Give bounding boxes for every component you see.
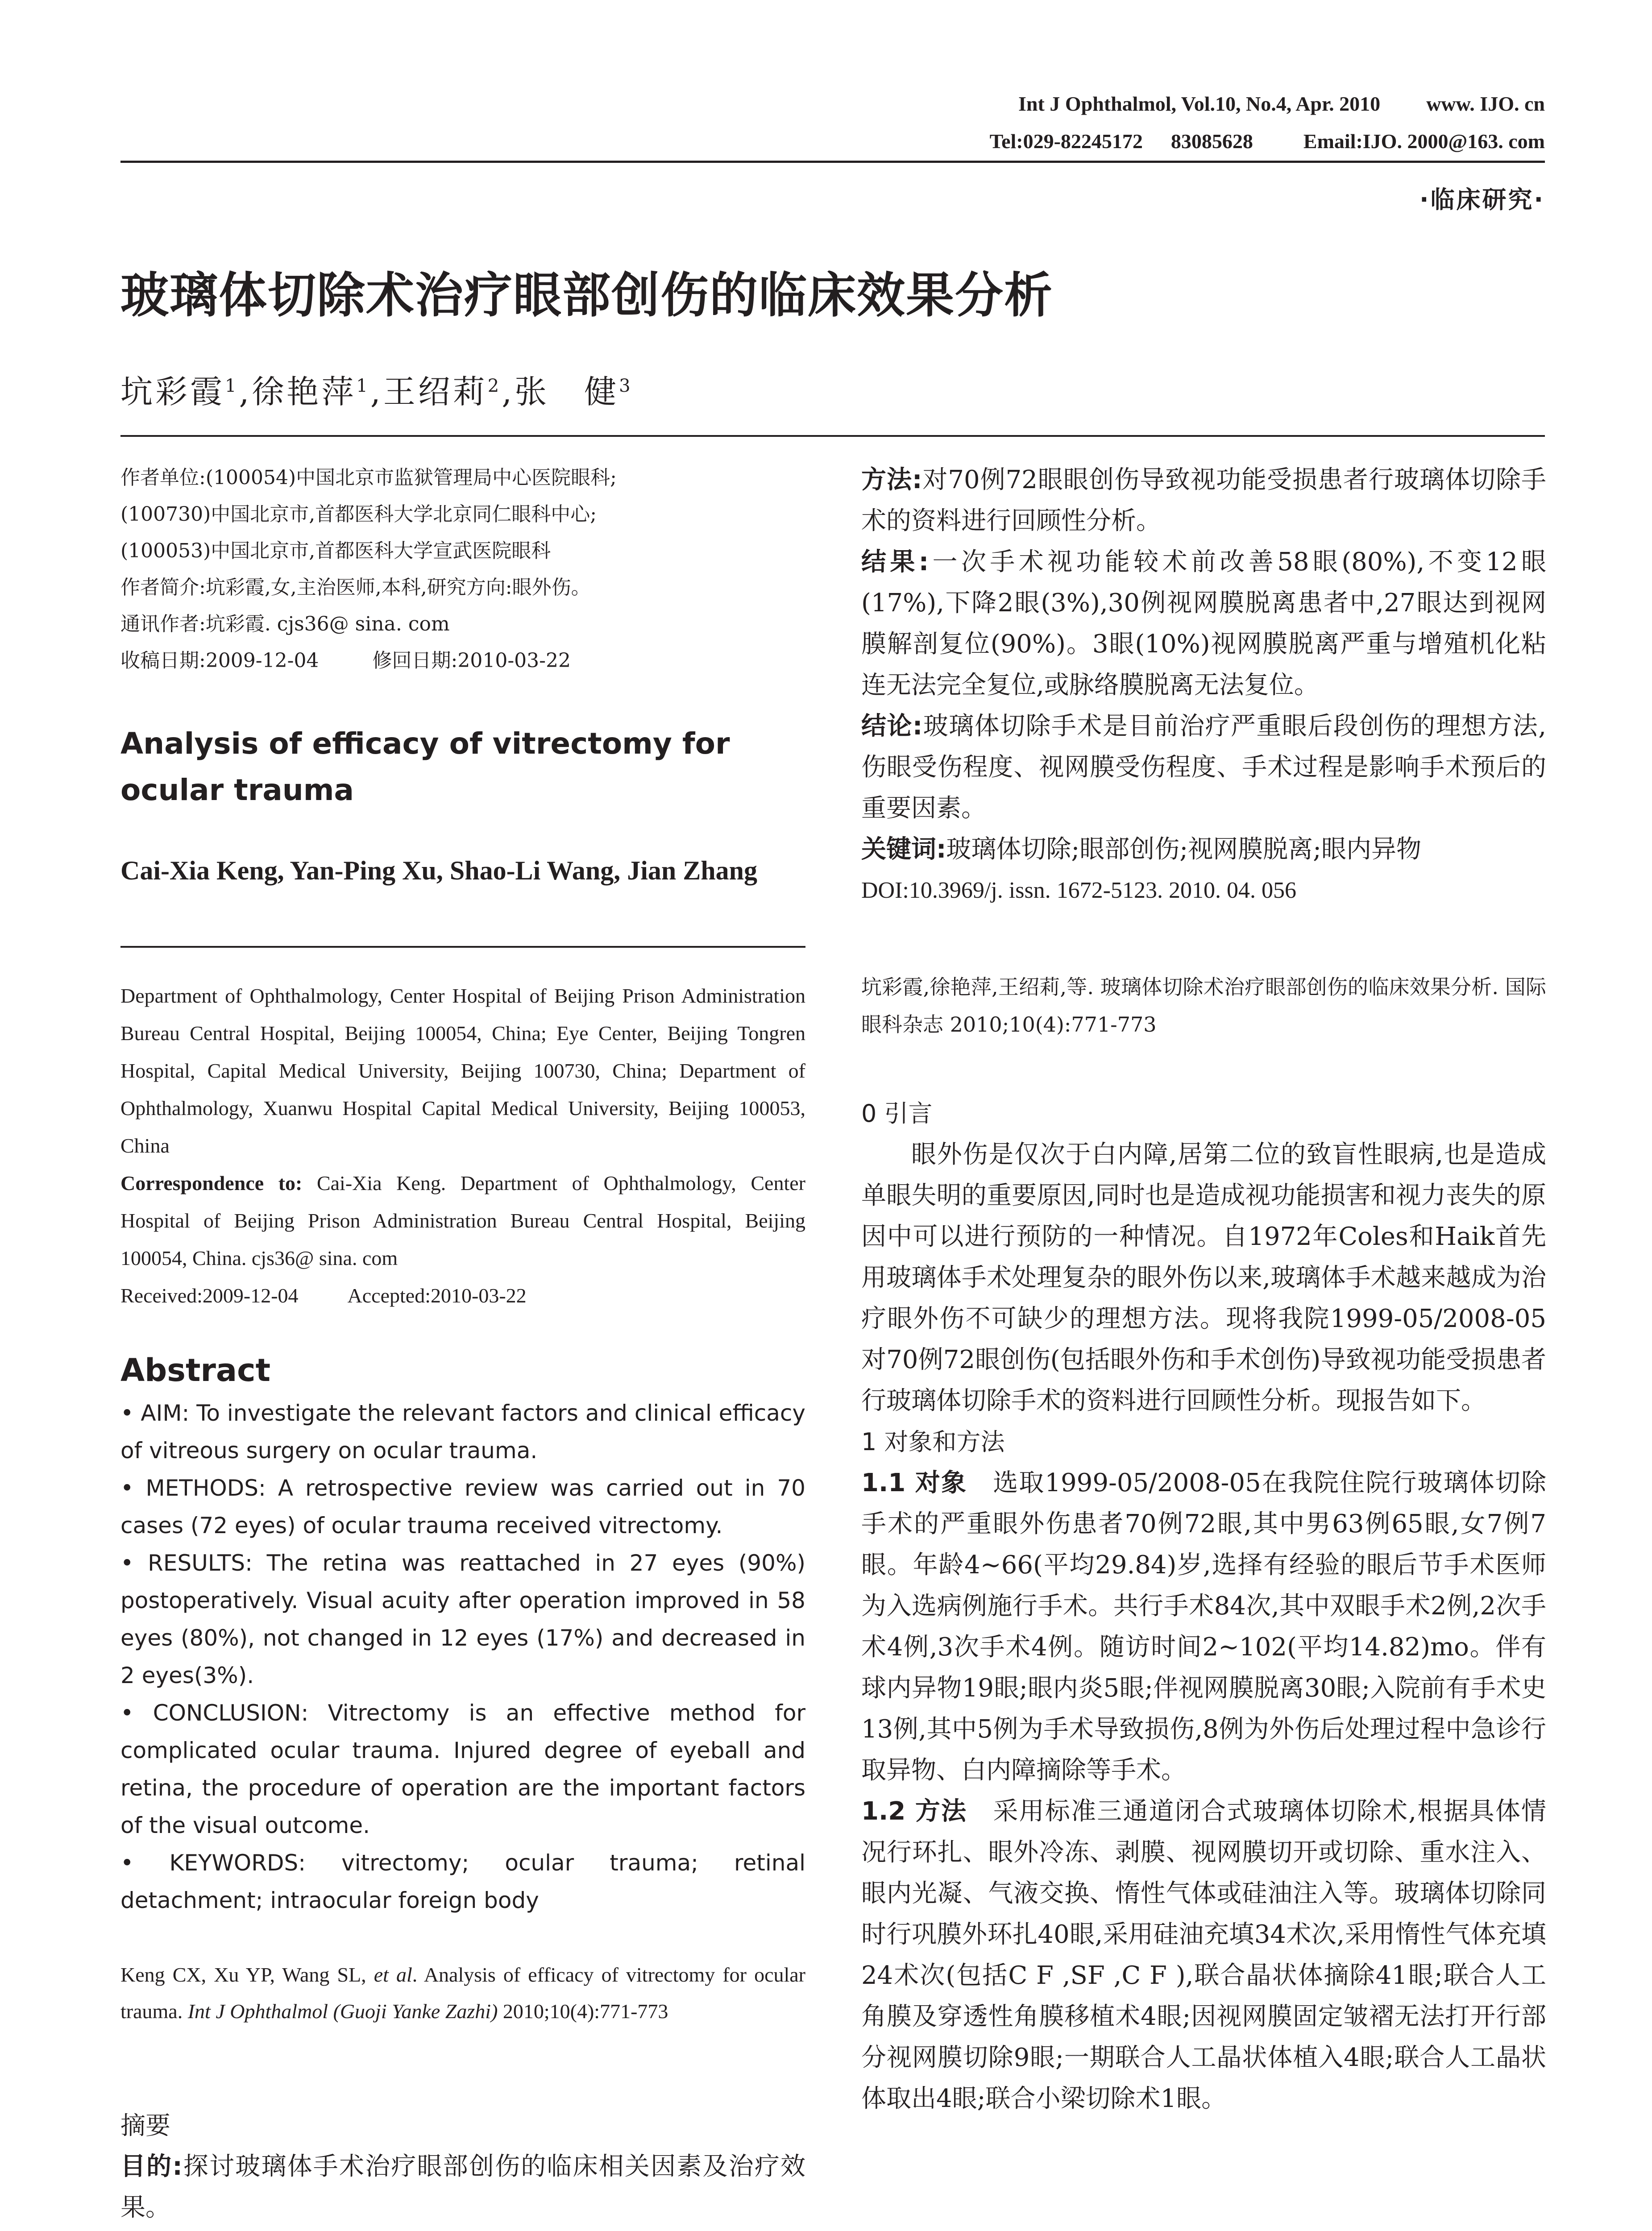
conclusion-label: 结论:	[861, 712, 923, 741]
abstract-conclusion: • CONCLUSION: Vitrectomy is an effective method for complicated ocular trauma. Injured degree of eyeball and retina, the procedure of operation are the important factors of the visual outcome.	[120, 1700, 805, 1838]
intro-heading: 0 引言	[861, 1099, 933, 1128]
journal-tel2: 83085628	[1171, 130, 1253, 153]
journal-tel: Tel:029-82245172	[989, 130, 1143, 153]
methods-text: 对70例72眼眼创伤导致视功能受损患者行玻璃体切除手术的资料进行回顾性分析。	[861, 465, 1546, 535]
citation-cn-text: 坑彩霞,徐艳萍,王绍莉,等. 玻璃体切除术治疗眼部创伤的临床效果分析. 国际眼科杂志 2010;10(4):771-773	[861, 975, 1546, 1037]
author-cn-1: 坑彩霞	[120, 373, 225, 411]
article-body	[861, 1093, 1546, 2119]
accepted-date-en: Accepted:2010-03-22	[347, 1284, 527, 1307]
abstract-aim: • AIM: To investigate the relevant factors and clinical efficacy of vitreous surgery on ocular trauma.	[120, 1400, 805, 1464]
citation-en-volume: 2010;10(4):771-773	[498, 2000, 668, 2023]
conclusion-text: 玻璃体切除手术是目前治疗严重眼后段创伤的理想方法,伤眼受伤程度、视网膜受伤程度、手术过程是影响手术预后的重要因素。	[861, 712, 1546, 823]
header-rule	[120, 161, 1545, 163]
author-cn-3: 王绍莉	[383, 373, 488, 411]
received-date-en: Received:2009-12-04	[120, 1284, 299, 1307]
citation-en-title: . Analysis of efficacy of vitrectomy for ocular trauma.	[120, 1963, 806, 2023]
author-cn-2: 徐艳萍	[252, 373, 357, 411]
journal-citation: Int J Ophthalmol, Vol.10, No.4, Apr. 2010	[1018, 92, 1381, 115]
author-cn-2-sup: 1	[356, 376, 370, 396]
journal-website: www. IJO. cn	[1426, 92, 1545, 115]
revised-date-cn: 修回日期:2010-03-22	[372, 649, 571, 672]
abstract-cn	[861, 460, 1546, 911]
received-date-cn: 收稿日期:2009-12-04	[120, 649, 319, 672]
author-cn-4-sup: 3	[619, 376, 633, 396]
abstract-cn-heading: 摘要	[120, 2111, 170, 2140]
keywords-text: 玻璃体切除;眼部创伤;视网膜脱离;眼内异物	[946, 835, 1422, 864]
author-cn-1-sup: 1	[225, 376, 239, 396]
method-text: 采用标准三通道闭合式玻璃体切除术,根据具体情况行环扎、眼外冷冻、剥膜、视网膜切开或切除、重水注入、眼内光凝、气液交换、惰性气体或硅油注入等。玻璃体切除同时行巩膜外环扎40眼,采用硅油充填34术次,采用惰性气体充填24术次(包括C F ,SF ,C F ),联合晶状体摘除41眼;联合人工角膜及穿透性角膜移植术4眼;因视网膜固定皱褶无法打开行部分视网膜切除9眼;一期联合人工晶状体植入4眼;联合人工晶状体取出4眼;联合小梁切除术1眼。	[861, 1797, 1547, 2113]
article-title-en: Analysis of efficacy of vitrectomy for ocular trauma	[120, 726, 730, 807]
subjects-text: 选取1999-05/2008-05在我院住院行玻璃体切除手术的严重眼外伤患者70例72眼,其中男63例65眼,女7例7眼。年龄4~66(平均29.84)岁,选择有经验的眼后节手术医师为入选病例施行手术。共行手术84次,其中双眼手术2例,2次手术4例,3次手术4例。随访时间2~102(平均14.82)mo。伴有球内异物19眼;眼内炎5眼;伴视网膜脱离30眼;入院前有手术史13例,其中5例为手术导致损伤,8例为外伤后处理过程中急诊行取异物、白内障摘除等手术。	[861, 1468, 1546, 1785]
abstract-keywords: • KEYWORDS: vitrectomy; ocular trauma; retinal detachment; intraocular foreign body	[120, 1850, 805, 1913]
author-cn-4: 张 健	[515, 373, 619, 411]
objective-text: 探讨玻璃体手术治疗眼部创伤的临床相关因素及治疗效果。	[120, 2152, 805, 2222]
abstract-en	[120, 1394, 805, 1919]
correspondence-label: Correspondence to:	[120, 1172, 303, 1194]
author-units-2: (100730)中国北京市,首都医科大学北京同仁眼科中心;	[120, 503, 597, 526]
authors-cn: 坑彩霞$^1$,徐艳萍$^1$,王绍莉$^2$,张 健$^3$	[120, 373, 633, 411]
journal-email: Email:IJO. 2000@163. com	[1303, 130, 1545, 153]
abstract-results: • RESULTS: The retina was reattached in 27 eyes (90%) postoperatively. Visual acuity after operation improved in 58 eyes (80%), not changed in 12 eyes (17%) and decreased in 2 eyes(3%).	[120, 1550, 805, 1688]
subjects-label: 1.1 对象	[861, 1468, 967, 1497]
author-units-3: (100053)中国北京市,首都医科大学宣武医院眼科	[120, 539, 551, 562]
journal-header-line2	[990, 129, 1545, 153]
affiliation-rule	[120, 946, 805, 948]
affiliations-en	[120, 977, 805, 1315]
dates-cn	[120, 643, 805, 679]
citation-en	[120, 1957, 805, 2030]
authors-en: Cai-Xia Keng, Yan-Ping Xu, Shao-Li Wang, Jian Zhang	[120, 856, 758, 885]
method-label: 1.2 方法	[861, 1797, 967, 1826]
abstract-cn-objective	[120, 2146, 805, 2228]
dates-en	[120, 1277, 805, 1315]
abstract-methods: • METHODS: A retrospective review was carried out in 70 cases (72 eyes) of ocular trauma received vitrectomy.	[120, 1475, 805, 1538]
citation-en-authors: Keng CX, Xu YP, Wang SL,	[120, 1963, 374, 1986]
section-label: ·临床研究·	[1419, 186, 1545, 214]
results-label: 结果:	[861, 547, 929, 576]
abstract-heading: Abstract	[120, 1352, 271, 1389]
correspondence-en	[120, 1165, 805, 1277]
methods-heading: 1 对象和方法	[861, 1428, 1005, 1456]
author-units-1: 作者单位:(100054)中国北京市监狱管理局中心医院眼科;	[120, 466, 617, 489]
title-rule	[120, 435, 1545, 437]
doi: DOI:10.3969/j. issn. 1672-5123. 2010. 04. 056	[861, 878, 1296, 903]
results-text: 一次手术视功能较术前改善58眼(80%),不变12眼(17%),下降2眼(3%),30例视网膜脱离患者中,27眼达到视网膜解剖复位(90%)。3眼(10%)视网膜脱离严重与增殖机化粘连无法完全复位,或脉络膜脱离无法复位。	[861, 547, 1546, 700]
author-bio: 作者简介:坑彩霞,女,主治医师,本科,研究方向:眼外伤。	[120, 576, 591, 599]
affiliations-text: Department of Ophthalmology, Center Hospital of Beijing Prison Administration Bureau Central Hospital, Beijing 100054, China; Eye Center, Beijing Tongren Hospital, Capital Medical University, Beijing 100730, China; Department of Ophthalmology, Xuanwu Hospital Capital Medical University, Beijing 100053, China	[120, 984, 805, 1157]
article-title-cn: 玻璃体切除术治疗眼部创伤的临床效果分析	[120, 268, 1054, 323]
corresponding-author: 通讯作者:坑彩霞. cjs36@ sina. com	[120, 613, 450, 635]
intro-paragraph: 眼外伤是仅次于白内障,居第二位的致盲性眼病,也是造成单眼失明的重要原因,同时也是造成视功能损害和视力丧失的原因中可以进行预防的一种情况。自1972年Coles和Haik首先用玻璃体手术处理复杂的眼外伤以来,玻璃体手术越来越成为治疗眼外伤不可缺少的理想方法。现将我院1999-05/2008-05对70例72眼创伤(包括眼外伤和手术创伤)导致视功能受损患者行玻璃体切除手术的资料进行回顾性分析。现报告如下。	[861, 1140, 1546, 1415]
citation-en-etal: et al	[374, 1963, 412, 1986]
keywords-label: 关键词:	[861, 835, 946, 864]
citation-en-journal: Int J Ophthalmol (Guoji Yanke Zazhi)	[187, 2000, 498, 2023]
methods-label: 方法:	[861, 465, 922, 494]
citation-cn	[861, 968, 1546, 1043]
author-cn-3-sup: 2	[487, 376, 502, 396]
journal-header-line1	[1018, 92, 1545, 116]
objective-label: 目的:	[120, 2152, 183, 2181]
correspondence-text: Cai-Xia Keng. Department of Ophthalmology, Center Hospital of Beijing Prison Administration Bureau Central Hospital, Beijing 100054, China. cjs36@ sina. com	[120, 1172, 805, 1269]
author-info	[120, 460, 805, 679]
